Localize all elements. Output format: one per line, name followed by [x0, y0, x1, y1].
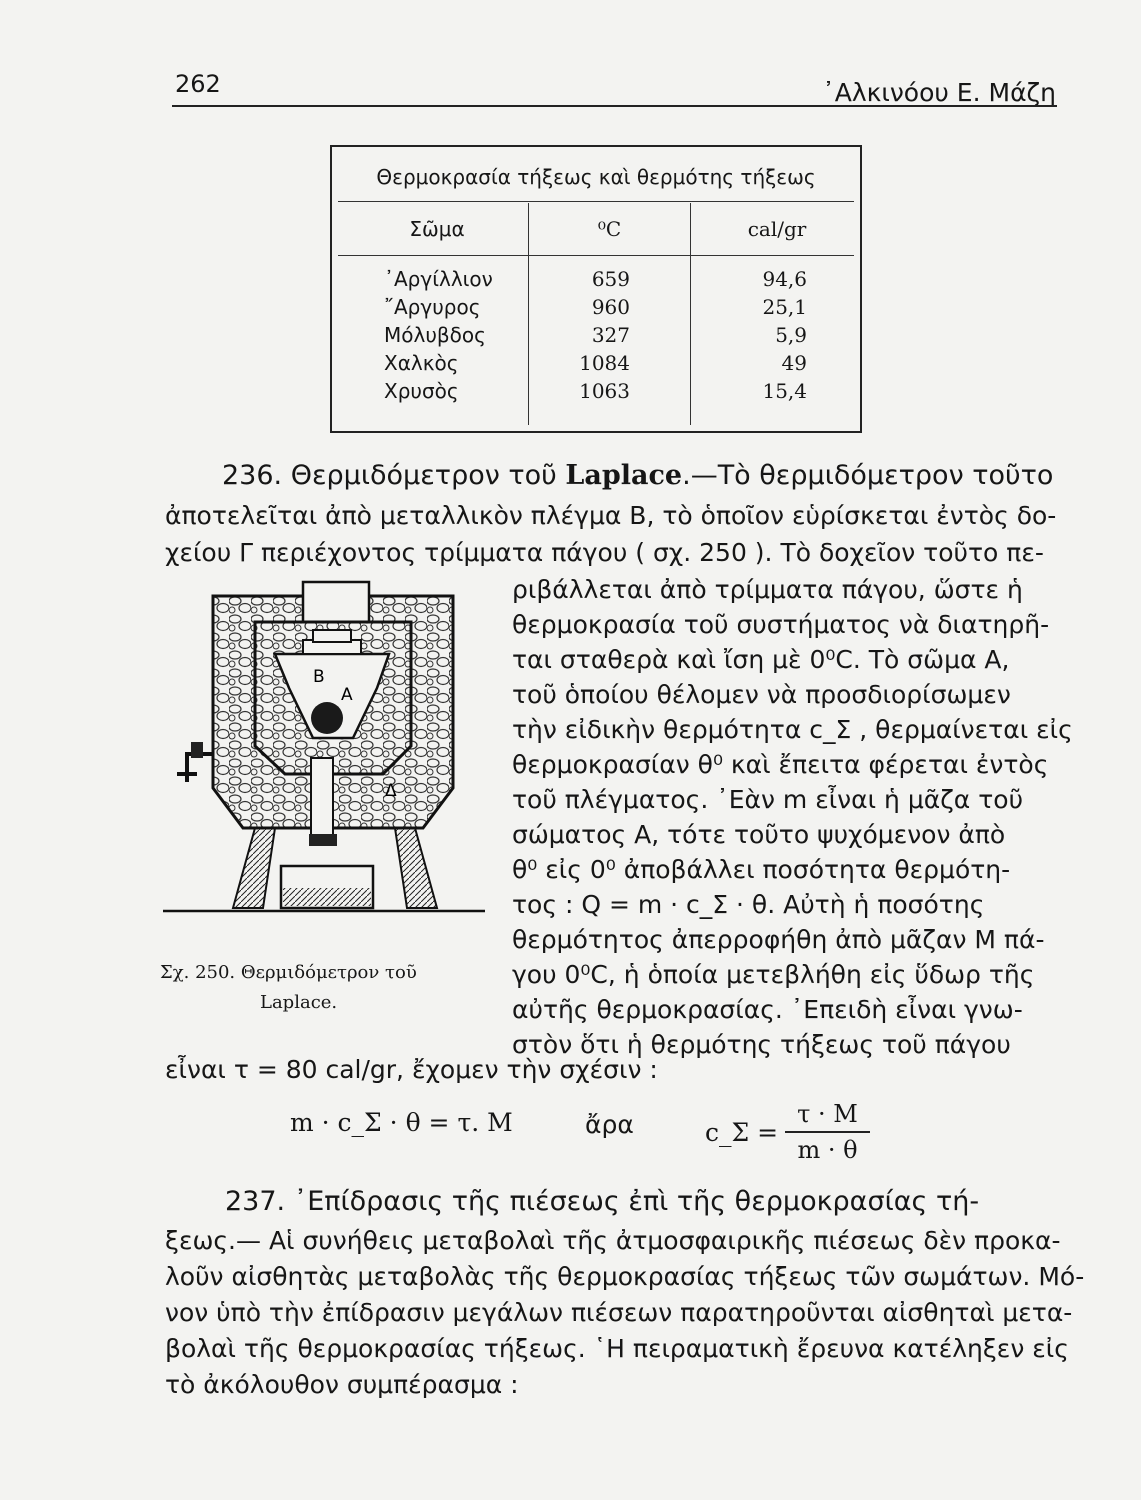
section-236-line: εἶναι τ = 80 cal/gr, ἔχομεν τὴν σχέσιν : — [165, 1055, 658, 1084]
figure-caption — [160, 958, 417, 1018]
table-rule-header — [338, 255, 854, 256]
section-236-line: ται σταθερὰ καὶ ἴση μὲ 0⁰C. Τὸ σῶμα Α, — [512, 645, 1010, 674]
table-cell: 327 — [591, 323, 630, 347]
section-236-line: θ⁰ εἰς 0⁰ ἀποβάλλει ποσότητα θερμότη- — [512, 855, 1011, 884]
table-cell: 94,6 — [762, 267, 807, 291]
running-header-author: ᾿Αλκινόου Ε. Μάζη — [822, 78, 1056, 107]
figure-label-b: Β — [313, 667, 325, 687]
table-cell: 5,9 — [775, 323, 807, 347]
table-cell: Χρυσὸς — [384, 379, 459, 403]
section-236-title: 236. Θερμιδόμετρον τοῦ — [222, 460, 566, 491]
fraction-bar — [785, 1131, 870, 1133]
figure-caption-line: Σχ. 250. Θερμιδόμετρον τοῦ — [160, 962, 417, 983]
table-header-calgr: cal/gr — [747, 217, 807, 241]
section-236-line: θερμότητος ἀπερροφήθη ἀπὸ μᾶζαν Μ πά- — [512, 925, 1045, 954]
figure-caption-line: Laplace. — [260, 992, 338, 1013]
equation-fraction — [785, 1100, 870, 1164]
page-number: 262 — [175, 70, 221, 98]
section-236-heading — [222, 460, 1053, 491]
table-cell: Μόλυβδος — [384, 323, 486, 347]
table-cell: ῎Αργυρος — [384, 295, 481, 319]
section-236-line: γου 0⁰C, ἡ ὁποία μετεβλήθη εἰς ὕδωρ τῆς — [512, 960, 1035, 989]
laplace-calorimeter-figure — [163, 578, 485, 918]
section-237-line: τὸ ἀκόλουθον συμπέρασμα : — [165, 1370, 519, 1399]
equation-ara: ἄρα — [585, 1110, 634, 1139]
section-237-line: νον ὑπὸ τὴν ἐπίδρασιν μεγάλων πιέσεων παρατηροῦνται αἰσθηταὶ μετα- — [165, 1298, 1073, 1327]
figure-label-d: Δ — [385, 781, 397, 801]
section-236-line: τοῦ πλέγματος. ᾿Εὰν m εἶναι ἡ μᾶζα τοῦ — [512, 785, 1024, 814]
equation-denominator: m · θ — [797, 1136, 858, 1164]
section-236-line: χείου Γ περιέχοντος τρίμματα πάγου ( σχ. 250 ). Τὸ δοχεῖον τοῦτο πε- — [165, 538, 1044, 567]
table-divider-1 — [528, 203, 529, 425]
section-236-title-bold: Laplace — [565, 460, 683, 491]
header-rule — [172, 105, 1057, 107]
section-237-line: λοῦν αἰσθητὰς μεταβολὰς τῆς θερμοκρασίας τήξεως τῶν σωμάτων. Μό- — [165, 1262, 1085, 1291]
section-236-line: αὐτῆς θερμοκρασίας. ᾿Επειδὴ εἶναι γνω- — [512, 995, 1023, 1024]
table-col-celsius — [570, 265, 630, 405]
table-title: Θερμοκρασία τήξεως καὶ θερμότης τήξεως — [376, 165, 816, 189]
table-cell: 1063 — [579, 379, 630, 403]
table-cell: Χαλκὸς — [384, 351, 459, 375]
table-divider-2 — [690, 203, 691, 425]
figure-label-a: Α — [341, 685, 353, 705]
table-cell: 49 — [781, 351, 807, 375]
section-236-line: θερμοκρασία τοῦ συστήματος νὰ διατηρῆ- — [512, 610, 1050, 639]
section-236-line: τὴν εἰδικὴν θερμότητα c_Σ , θερμαίνεται εἰς — [512, 715, 1073, 744]
table-col-substance — [384, 265, 524, 405]
equation-left: m · c_Σ · θ = τ. Μ — [290, 1108, 513, 1137]
table-header-substance: Σῶμα — [409, 217, 465, 241]
table-cell: 659 — [591, 267, 630, 291]
table-cell: 15,4 — [762, 379, 807, 403]
section-236-line: ἀποτελεῖται ἀπὸ μεταλλικὸν πλέγμα Β, τὸ ὁποῖον εὑρίσκεται ἐντὸς δο- — [165, 501, 1057, 530]
section-236-line: θερμοκρασίαν θ⁰ καὶ ἔπειτα φέρεται ἐντὸς — [512, 750, 1049, 779]
table-cell: 1084 — [579, 351, 630, 375]
table-col-calgr — [727, 265, 807, 405]
section-237-line: ξεως.— Αἱ συνήθεις μεταβολαὶ τῆς ἀτμοσφαιρικῆς πιέσεως δὲν προκα- — [165, 1226, 1061, 1255]
table-rule-top — [338, 201, 854, 202]
table-cell: 25,1 — [762, 295, 807, 319]
melting-table — [330, 145, 862, 433]
section-237-heading: 237. ᾿Επίδρασις τῆς πιέσεως ἐπὶ τῆς θερμοκρασίας τή- — [225, 1186, 980, 1217]
section-237-line: βολαὶ τῆς θερμοκρασίας τήξεως. ῾Η πειραματικὴ ἔρευνα κατέληξεν εἰς — [165, 1334, 1069, 1363]
equation-lhs: c_Σ = — [705, 1118, 779, 1147]
section-236-line: τος : Q = m · c_Σ · θ. Αὐτὴ ἡ ποσότης — [512, 890, 985, 919]
section-236-line: τοῦ ὁποίου θέλομεν νὰ προσδιορίσωμεν — [512, 680, 1011, 709]
section-236-line: .—Τὸ θερμιδόμετρον τοῦτο — [682, 460, 1054, 491]
section-236-line: ριβάλλεται ἀπὸ τρίμματα πάγου, ὥστε ἡ — [512, 575, 1023, 604]
section-236-line: στὸν ὅτι ἡ θερμότης τήξεως τοῦ πάγου — [512, 1030, 1011, 1059]
table-cell: 960 — [591, 295, 630, 319]
equation-numerator: τ · Μ — [797, 1100, 858, 1128]
section-236-line: σώματος Α, τότε τοῦτο ψυχόμενον ἀπὸ — [512, 820, 1006, 849]
table-cell: ᾿Αργίλλιον — [384, 267, 493, 291]
table-header-celsius: ⁰C — [597, 217, 622, 241]
